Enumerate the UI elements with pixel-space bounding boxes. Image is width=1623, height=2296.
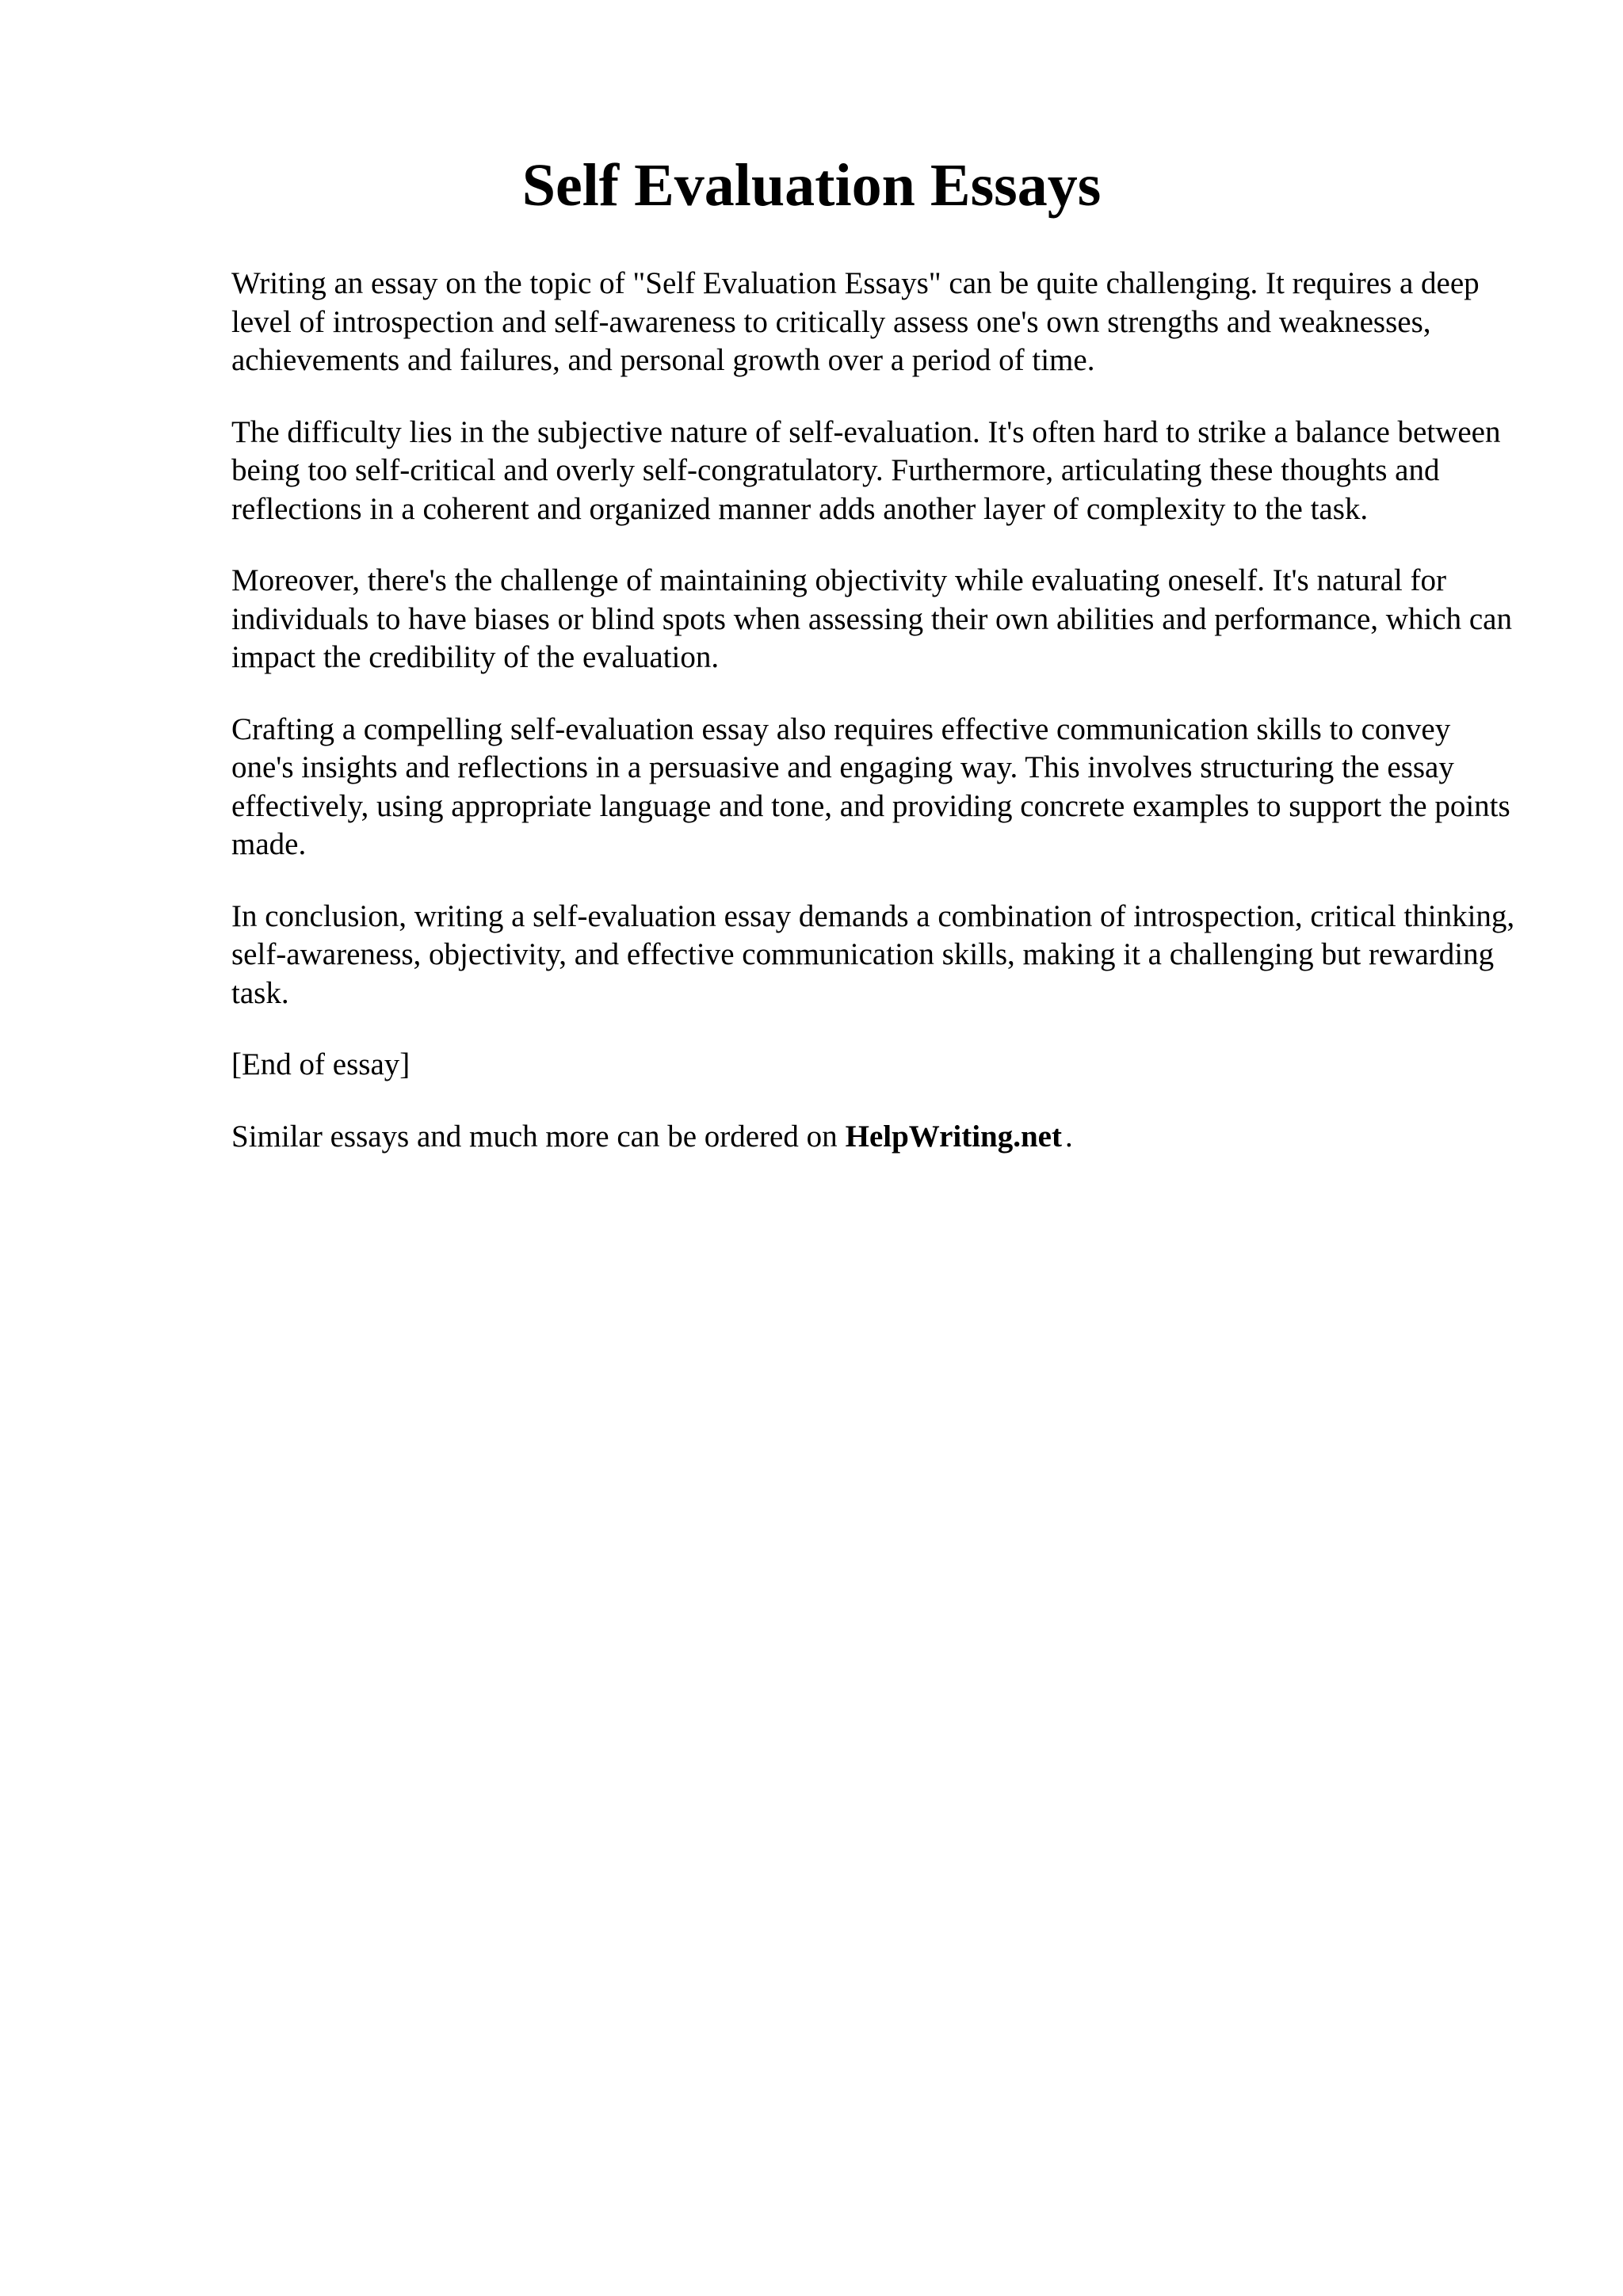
brand-link[interactable]: HelpWriting.net — [845, 1119, 1062, 1154]
footer-suffix: . — [1064, 1119, 1073, 1154]
end-marker: [End of essay] — [231, 1047, 411, 1081]
paragraph-difficulty: The difficulty lies in the subjective nature of self-evaluation. It's often hard to strike a balance between being too self-critical and overly self-congratulatory. Furthermore, articulating these thoughts and reflections in a coherent and organized manner adds another layer of complexity to the task. — [231, 414, 1501, 526]
footer-line — [231, 1118, 1520, 1157]
paragraph-intro: Writing an essay on the topic of "Self Evaluation Essays" can be quite challenging. It requires a deep level of introspection and self-awareness to critically assess one's own strengths and weaknesses, achievements and failures, and personal growth over a period of time. — [231, 266, 1480, 377]
paragraph-objectivity: Moreover, there's the challenge of maintaining objectivity while evaluating oneself. It's natural for individuals to have biases or blind spots when assessing their own abilities and performance, which can impact the credibility of the evaluation. — [231, 563, 1512, 674]
paragraph-communication: Crafting a compelling self-evaluation essay also requires effective communication skills to convey one's insights and reflections in a persuasive and engaging way. This involves structuring the essay effectively, using appropriate language and tone, and providing concrete examples to support the points made. — [231, 711, 1510, 861]
essay-body — [231, 265, 1520, 1189]
footer-prefix: Similar essays and much more can be ordered on — [231, 1119, 838, 1154]
paragraph-conclusion: In conclusion, writing a self-evaluation essay demands a combination of introspection, critical thinking, self-awareness, objectivity, and effective communication skills, making it a challenging but rewarding task. — [231, 898, 1515, 1010]
page-title: Self Evaluation Essays — [521, 152, 1102, 219]
